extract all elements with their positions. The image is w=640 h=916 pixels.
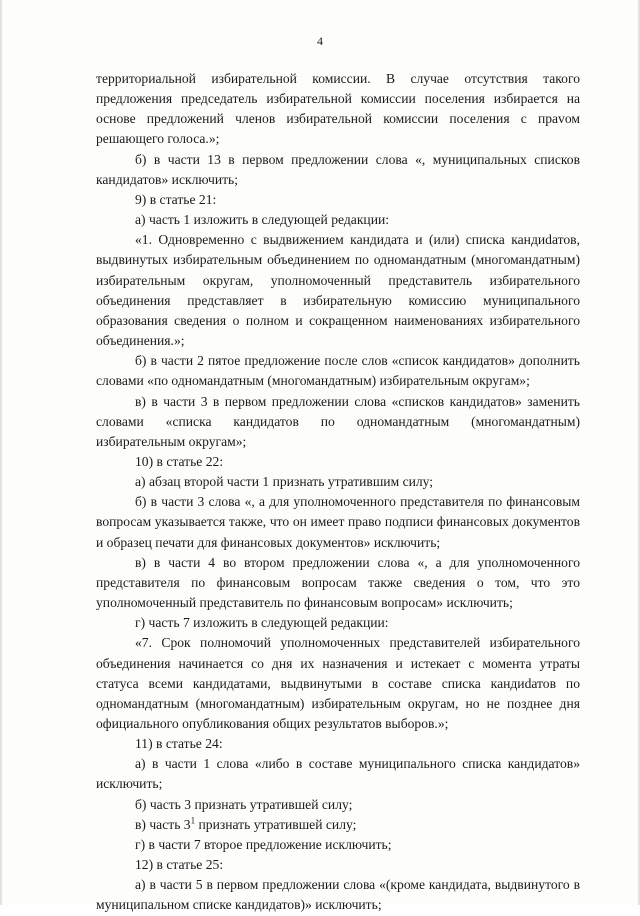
document-body xyxy=(96,69,580,916)
page-number: 4 xyxy=(317,34,323,48)
paragraph: а) абзац второй части 1 признать утратившим силу; xyxy=(135,474,434,490)
paragraph-prefix: в) часть 3 xyxy=(135,816,191,832)
paragraph: г) в части 7 второе предложение исключить; xyxy=(135,836,392,852)
paragraph: а) в части 1 слова «либо в составе муниципального списка кандидатов» исключить; xyxy=(96,756,580,792)
paragraph: 10) в статье 22: xyxy=(135,453,224,469)
superscript-index: 1 xyxy=(190,815,196,826)
paragraph: б) в части 13 в первом предложении слова «, муниципальных списков кандидатов» исключить; xyxy=(96,151,580,187)
paragraph: 11) в статье 24: xyxy=(135,736,223,752)
paragraph: г) часть 7 изложить в следующей редакции: xyxy=(135,615,389,631)
paragraph: в) в части 3 в первом предложении слова «списков кандидатов» заменить словами «списка кандидатов по одномандатным (многомандатным) избирательным округам»; xyxy=(96,393,580,449)
paragraph: «7. Срок полномочий уполномоченных представителей избирательного объединения начинается со дня их назначения и истекает с момента утраты статуса всеми кандидатами, выдвинутыми в составе списка кандиdатов по одномандатным (многомандатным) избирательным округам, но не позднее дня официального опубликования общих результатов выборов.»; xyxy=(96,635,580,731)
paragraph: территориальной избирательной комиссии. В случае отсутствия такого предложения председатель избирательной комиссии поселения избирается на основе предложений членов избирательной комиссии поселения с праvом решающего голоса.»; xyxy=(96,71,580,147)
scan-edge-left xyxy=(0,0,3,905)
paragraph: а) в части 5 в первом предложении слова «(кроме кандидата, выдвинутого в муниципальном списке кандидатов)» исключить; xyxy=(96,877,580,913)
paragraph: б) в части 3 слова «, а для уполномоченного представителя по финансовым вопросам указывается также, что он имеет право подписи финансовых документов и образец печати для финансовых документов» исключить; xyxy=(96,494,580,550)
paragraph: 9) в статье 21: xyxy=(135,191,217,207)
paragraph xyxy=(96,815,580,835)
paragraph: 12) в статье 25: xyxy=(135,857,224,873)
paragraph: в) в части 4 во втором предложении слова «, а для уполномоченного представителя по финансовым вопросам также сведения о том, что это уполномоченный представитель по финансовым вопросам» исключить; xyxy=(96,554,580,611)
paragraph: б) в части 2 пятое предложение после слов «список кандидатов» дополнить словами «по одномандатным (многомандатным) избирательным округам»; xyxy=(96,353,580,389)
paragraph: «1. Одновременно с выдвижением кандидата и (или) списка кандиdатов, выдвинутых избирательным объединением по одномандатным (многомандатным) избирательным округам, уполномоченный представитель избирательного объединения представляет в избирательную комиссию муниципального образования сведения о полном и сокращенном наименованиях избирательного объединения.»; xyxy=(96,232,580,349)
paragraph-suffix: признать утратившей силу; xyxy=(195,816,357,832)
paragraph: б) часть 3 признать утратившей силу; xyxy=(135,796,353,812)
paragraph: а) часть 1 изложить в следующей редакции: xyxy=(135,212,390,228)
